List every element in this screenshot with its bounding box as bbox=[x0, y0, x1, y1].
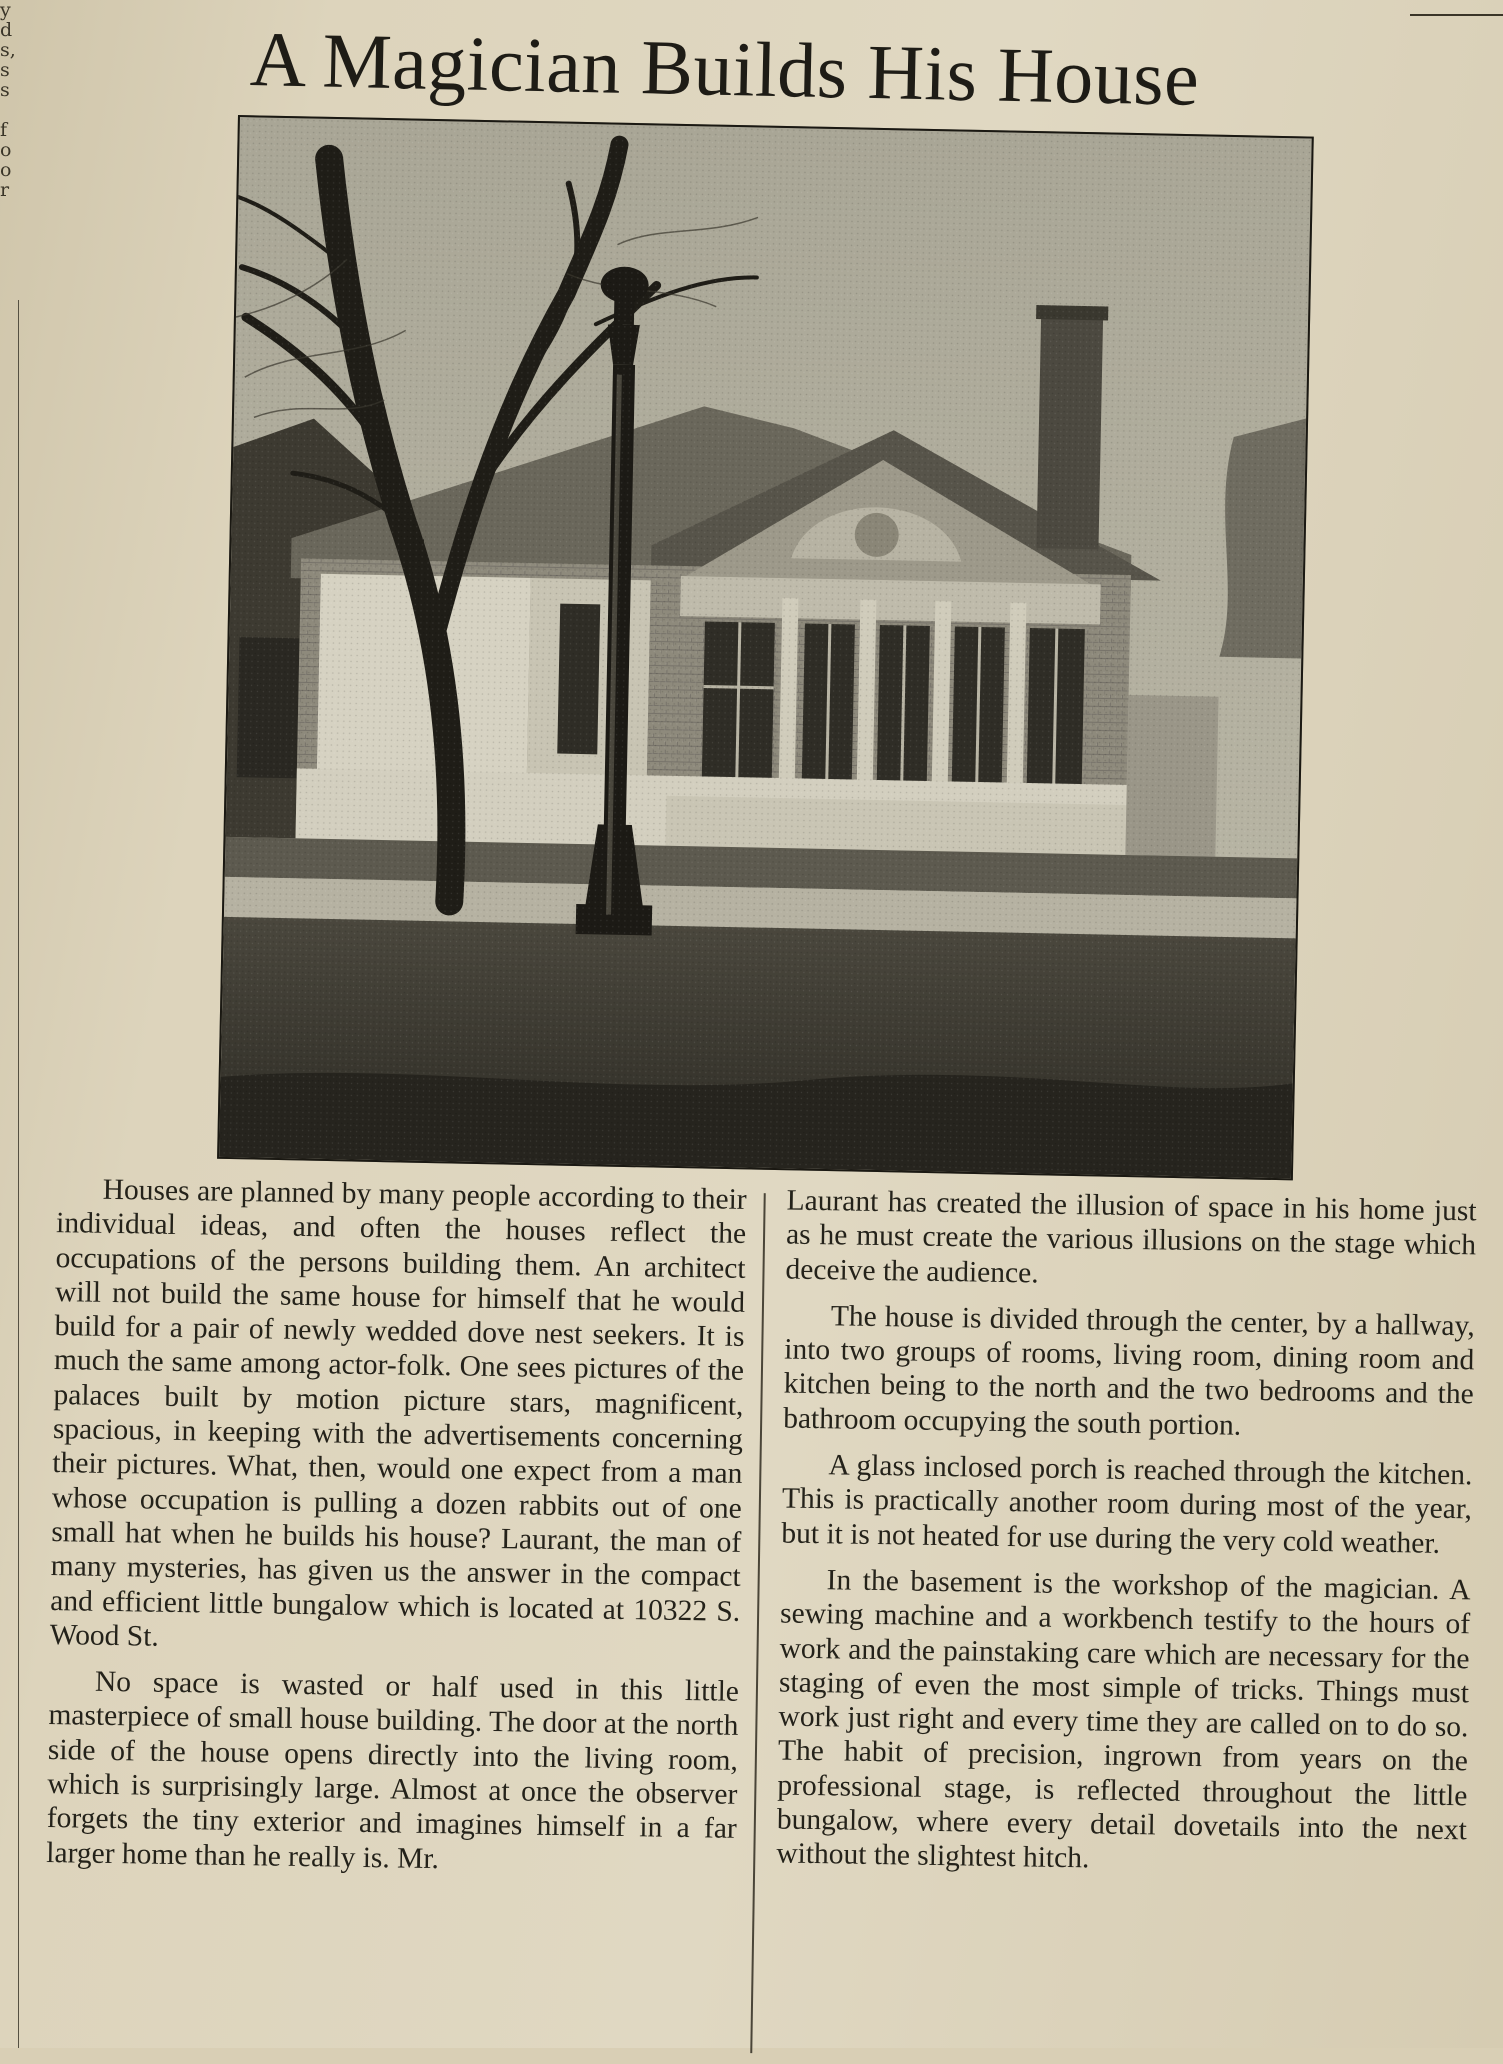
edge-fragment: f bbox=[0, 119, 8, 141]
edge-fragment: d bbox=[0, 19, 13, 41]
top-right-rule bbox=[1410, 14, 1503, 16]
house-photo-icon bbox=[219, 117, 1312, 1178]
edge-fragment: o bbox=[0, 139, 12, 161]
house-photograph bbox=[217, 115, 1314, 1180]
edge-fragment: s bbox=[0, 59, 10, 81]
article-paragraph: A glass inclosed porch is reached through the kitchen. This is practically another room during most of the year, but it is not heated for use during the very cold weather. bbox=[781, 1449, 1473, 1560]
edge-fragment: o bbox=[0, 159, 12, 181]
left-column-rule bbox=[18, 300, 19, 2048]
edge-fragment: s bbox=[0, 79, 10, 101]
edge-fragment: r bbox=[0, 179, 10, 201]
article-body bbox=[38, 1172, 1477, 2054]
column-divider bbox=[750, 1193, 766, 2053]
article-paragraph: Houses are planned by many people according to their individual ideas, and often the houses reflect the occupations of the persons building them. An architect will not build the same house for himself that he would build for a pair of newly wedded dove nest seekers. It is much the same among actor-folk. One sees pictures of the palaces built by motion picture stars, magnificent, spacious, in keeping with the advertisements concerning their pictures. What, then, would one expect from a man whose occupation is pulling a dozen rabbits out of one small hat when he builds his house? Laurant, the man of many mysteries, has given us the answer in the compact and efficient little bungalow which is located at 10322 S. Wood St. bbox=[49, 1173, 747, 1653]
article-headline: A Magician Builds His House bbox=[249, 15, 1201, 122]
article-paragraph: No space is wasted or half used in this little masterpiece of small house building. The door at the north side of the house opens directly into the living room, which is surprisingly large. Almost at once the observer forgets the tiny exterior and imagines himself in a far larger home than he really is. Mr. bbox=[46, 1665, 740, 1875]
article-column-right bbox=[776, 1184, 1477, 1894]
edge-fragment: s, bbox=[0, 39, 16, 61]
article-paragraph: The house is divided through the center, by a hallway, into two groups of rooms, living room, dining room and kitchen being to the north and the two bedrooms and the bathroom occupying the south portion. bbox=[782, 1300, 1476, 1442]
article-paragraph: In the basement is the workshop of the magician. A sewing machine and a workbench testify to the hours of work and the painstaking care which are necessary for the staging of even the most simple of tricks. Things must work just right and every time they are called on to do so. The habit of precision, ingrown from years on the professional stage, is reflected throughout the little bungalow, where every detail dovetails into the next without the slightest hitch. bbox=[776, 1564, 1471, 1875]
article-paragraph-continuation: Laurant has created the illusion of space in his home just as he must create the various illusions on the stage which deceive the audience. bbox=[785, 1184, 1477, 1290]
adjacent-column-fragments bbox=[0, 0, 22, 200]
edge-fragment: y bbox=[0, 0, 11, 21]
article-column-left bbox=[46, 1172, 747, 1893]
edge-fragment bbox=[0, 100, 22, 120]
